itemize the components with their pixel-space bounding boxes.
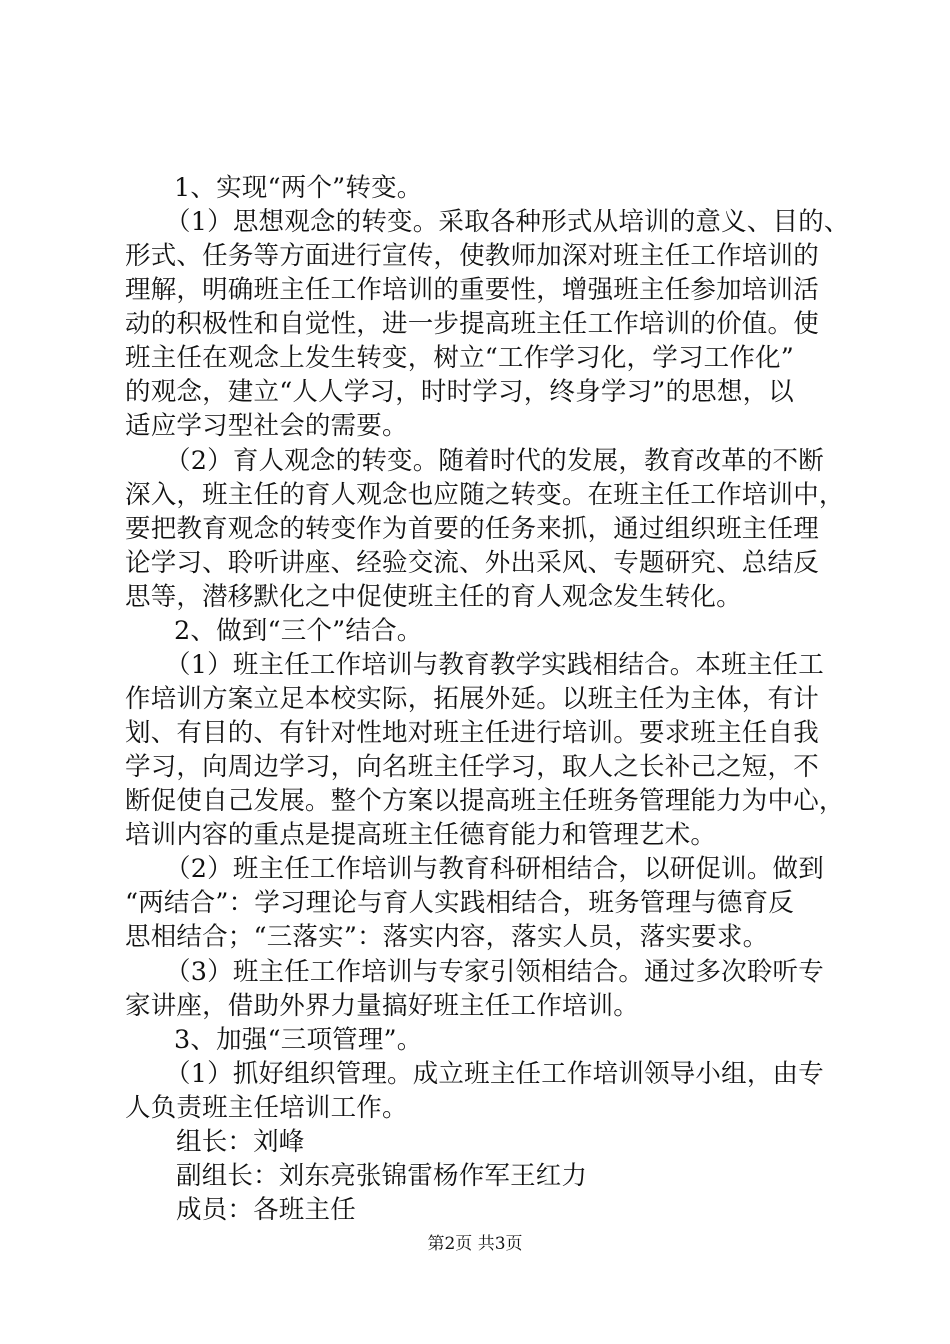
- heading-line: 1、实现“两个”转变。: [174, 173, 423, 203]
- heading-line: 3、加强“三项管理”。: [174, 1025, 423, 1055]
- paragraph-line: 深入，班主任的育人观念也应随之转变。在班主任工作培训中，: [125, 480, 845, 510]
- paragraph-line: “两结合”：学习理论与育人实践相结合，班务管理与德育反: [125, 888, 794, 918]
- paragraph-line: （1）思想观念的转变。采取各种形式从培训的意义、目的、: [165, 207, 850, 237]
- paragraph-line: 学习，向周边学习，向名班主任学习，取人之长补己之短，不: [125, 752, 819, 782]
- paragraph-line: 人负责班主任培训工作。: [125, 1093, 408, 1123]
- paragraph-line: 作培训方案立足本校实际，拓展外延。以班主任为主体，有计: [125, 684, 819, 714]
- paragraph-line: （1）抓好组织管理。成立班主任工作培训领导小组，由专: [165, 1059, 824, 1089]
- paragraph-line: 班主任在观念上发生转变，树立“工作学习化，学习工作化”: [125, 343, 794, 373]
- paragraph-line: 家讲座，借助外界力量搞好班主任工作培训。: [125, 991, 640, 1021]
- paragraph-line: 思等，潜移默化之中促使班主任的育人观念发生转化。: [125, 582, 742, 612]
- paragraph-line: 培训内容的重点是提高班主任德育能力和管理艺术。: [125, 820, 717, 850]
- paragraph-line: （2）班主任工作培训与教育科研相结合，以研促训。做到: [165, 854, 824, 884]
- paragraph-line: 断促使自己发展。整个方案以提高班主任班务管理能力为中心，: [125, 786, 845, 816]
- member-line: 组长：刘峰: [176, 1127, 305, 1157]
- paragraph-line: 理解，明确班主任工作培训的重要性，增强班主任参加培训活: [125, 275, 819, 305]
- paragraph-line: 形式、任务等方面进行宣传，使教师加深对班主任工作培训的: [125, 241, 819, 271]
- paragraph-line: 要把教育观念的转变作为首要的任务来抓，通过组织班主任理: [125, 514, 819, 544]
- paragraph-line: 划、有目的、有针对性地对班主任进行培训。要求班主任自我: [125, 718, 819, 748]
- paragraph-line: （2）育人观念的转变。随着时代的发展，教育改革的不断: [165, 446, 824, 476]
- paragraph-line: 思相结合；“三落实”：落实内容，落实人员，落实要求。: [125, 922, 769, 952]
- heading-line: 2、做到“三个”结合。: [174, 616, 423, 646]
- page-number-footer: 第2页 共3页: [427, 1234, 523, 1254]
- paragraph-line: （3）班主任工作培训与专家引领相结合。通过多次聆听专: [165, 957, 824, 987]
- member-line: 成员：各班主任: [176, 1195, 356, 1225]
- paragraph-line: 适应学习型社会的需要。: [125, 411, 408, 441]
- paragraph-line: 动的积极性和自觉性，进一步提高班主任工作培训的价值。使: [125, 309, 819, 339]
- paragraph-line: 论学习、聆听讲座、经验交流、外出采风、专题研究、总结反: [125, 548, 819, 578]
- member-line: 副组长：刘东亮张锦雷杨作军王红力: [176, 1161, 588, 1191]
- paragraph-line: 的观念，建立“人人学习，时时学习，终身学习”的思想，以: [125, 377, 794, 407]
- paragraph-line: （1）班主任工作培训与教育教学实践相结合。本班主任工: [165, 650, 824, 680]
